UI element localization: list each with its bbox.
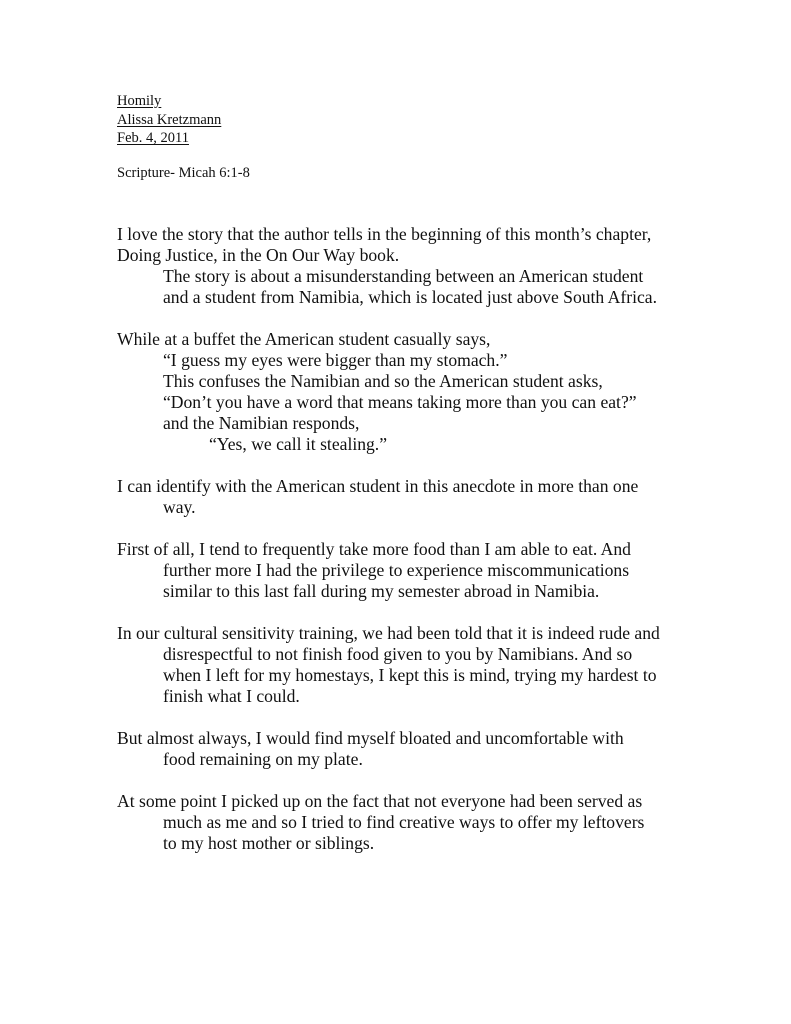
paragraph-spacer [117,602,717,623]
document-body [117,224,717,854]
paragraph-line: and the Namibian responds, [163,413,360,433]
document-author: Alissa Kretzmann [117,111,222,128]
paragraph [117,539,717,602]
paragraph-spacer [117,455,717,476]
paragraph-line: finish what I could. [163,686,300,706]
document-date: Feb. 4, 2011 [117,130,189,146]
paragraph-spacer [117,707,717,728]
paragraph-line: In our cultural sensitivity training, we had been told that it is indeed rude and [117,623,660,643]
paragraph-spacer [117,518,717,539]
paragraph-line: way. [163,497,196,517]
paragraph-line: The story is about a misunderstanding between an American student [163,266,644,286]
paragraph [117,791,717,854]
paragraph [117,728,717,770]
paragraph-spacer [117,770,717,791]
paragraph [117,224,717,308]
paragraph-line: food remaining on my plate. [163,749,363,769]
paragraph [117,476,717,518]
paragraph-line: “I guess my eyes were bigger than my stomach.” [163,350,508,370]
paragraph-line: much as me and so I tried to find creative ways to offer my leftovers [163,812,645,832]
paragraph [117,329,717,455]
paragraph-line: I can identify with the American student in this anecdote in more than one [117,476,639,496]
scripture-reference: Scripture- Micah 6:1-8 [117,165,250,181]
paragraph-line: to my host mother or siblings. [163,833,375,853]
paragraph [117,623,717,707]
document-title: Homily [117,93,162,109]
document-header [117,92,221,148]
paragraph-line: similar to this last fall during my semester abroad in Namibia. [163,581,600,601]
paragraph-spacer [117,308,717,329]
paragraph-line: further more I had the privilege to experience miscommunications [163,560,630,580]
paragraph-line: and a student from Namibia, which is located just above South Africa. [163,287,657,307]
paragraph-line: Doing Justice, in the On Our Way book. [117,245,400,265]
paragraph-line: “Don’t you have a word that means taking more than you can eat?” [163,392,637,412]
paragraph-line: I love the story that the author tells in the beginning of this month’s chapter, [117,224,652,244]
paragraph-line: when I left for my homestays, I kept this is mind, trying my hardest to [163,665,657,685]
paragraph-line: First of all, I tend to frequently take more food than I am able to eat. And [117,539,631,559]
paragraph-line: “Yes, we call it stealing.” [209,434,388,454]
paragraph-line: While at a buffet the American student casually says, [117,329,491,349]
paragraph-line: But almost always, I would find myself bloated and uncomfortable with [117,728,624,748]
paragraph-line: disrespectful to not finish food given to you by Namibians. And so [163,644,633,664]
paragraph-line: This confuses the Namibian and so the American student asks, [163,371,603,391]
paragraph-line: At some point I picked up on the fact that not everyone had been served as [117,791,643,811]
